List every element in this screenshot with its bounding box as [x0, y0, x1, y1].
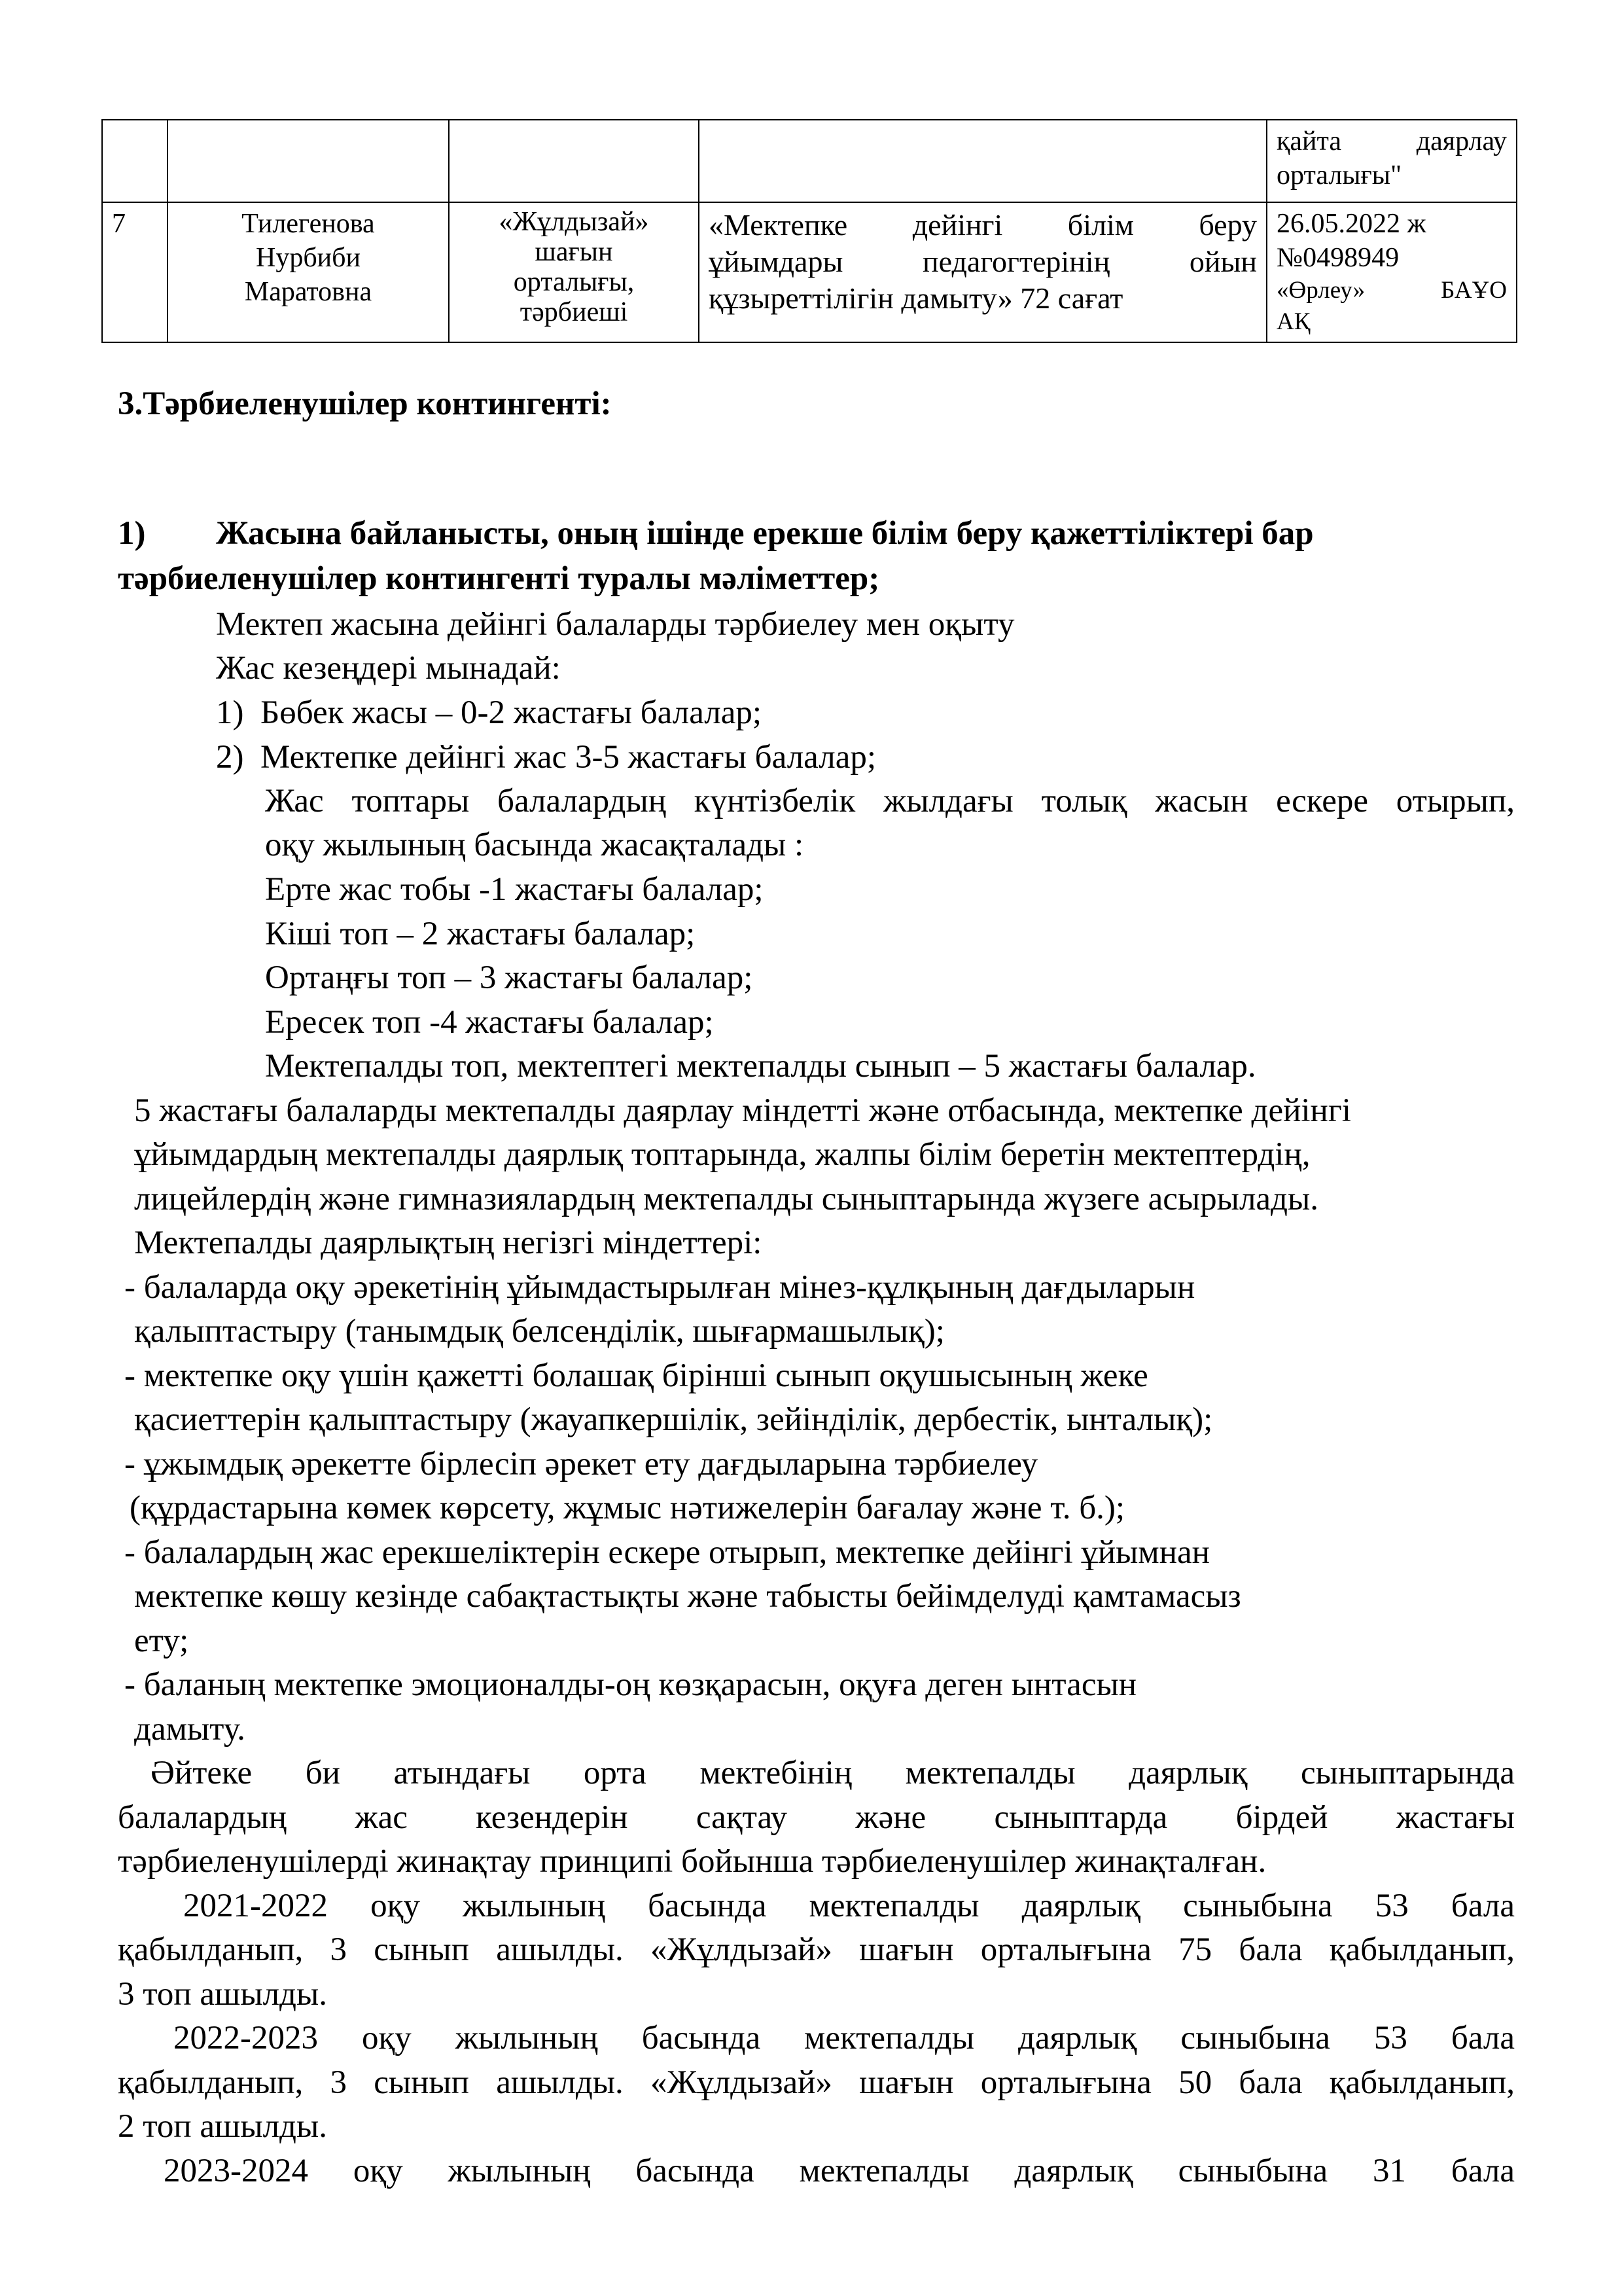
row-number: 7 — [102, 202, 168, 342]
text-line: Жас топтары балалардың күнтізбелік жылдағы толық жасын ескере отырып, — [265, 783, 1515, 819]
paragraph-line: 2 топ ашылды. — [118, 2108, 327, 2145]
text-line: Мектепалды даярлықтың негізгі міндеттері: — [134, 1225, 762, 1261]
course-line: «Мектепке дейінгі білім беру — [709, 208, 1257, 242]
text-line: Мектепалды топ, мектептегі мектепалды сынып – 5 жастағы балалар. — [265, 1048, 1256, 1085]
teacher-name-cell — [168, 202, 449, 342]
text-line: - ұжымдық әрекетте бірлесіп әрекет ету дағдыларына тәрбиелеу — [124, 1446, 1038, 1482]
text-line: дамыту. — [134, 1711, 245, 1748]
paragraph-line: 2023-2024 оқу жылының басында мектепалды даярлық сыныбына 31 бала — [164, 2153, 1515, 2189]
text-line: Жас кезеңдері мынадай: — [216, 650, 561, 687]
paragraph-line: балалардың жас кезендерін сақтау және сыныптарда бірдей жастағы — [118, 1799, 1515, 1836]
text-line: (құрдастарына көмек көрсету, жұмыс нәтижелерін бағалау және т. б.); — [130, 1490, 1125, 1526]
table-cell — [699, 120, 1267, 202]
teacher-patronymic: Маратовна — [244, 277, 372, 307]
teacher-surname: Тилегенова — [241, 209, 375, 239]
paragraph-line: 2022-2023 оқу жылының басында мектепалды даярлық сыныбына 53 бала — [173, 2020, 1515, 2056]
subsection-title-line1: Жасына байланысты, оның ішінде ерекше білім беру қажеттіліктері бар — [216, 515, 1314, 552]
certificate-number: №0498949 — [1277, 243, 1400, 273]
text-line: Мектеп жасына дейінгі балаларды тәрбиелеу мен оқыту — [216, 606, 1015, 643]
position-line: шағын — [535, 237, 613, 267]
position-line: «Жұлдызай» — [499, 207, 649, 237]
paragraph-line: қабылданып, 3 сынып ашылды. «Жұлдызай» шағын орталығына 75 бала қабылданып, — [118, 1931, 1515, 1968]
text-line: 5 жастағы балаларды мектепалды даярлау міндетті және отбасында, мектепке дейінгі — [134, 1092, 1351, 1129]
certificate-date: 26.05.2022 ж — [1277, 209, 1426, 239]
text-line: - балаларда оқу әрекетінің ұйымдастырылған мінез-құлқының дағдыларын — [124, 1269, 1195, 1306]
paragraph-line: тәрбиеленушілерді жинақтау принципі бойынша тәрбиеленушілер жинақталған. — [118, 1843, 1267, 1880]
list-item: 2) Мектепке дейінгі жас 3-5 жастағы балалар; — [216, 739, 876, 776]
table-cell — [449, 120, 699, 202]
subsection-number: 1) — [118, 515, 146, 552]
paragraph-line: 2021-2022 оқу жылының басында мектепалды даярлық сыныбына 53 бала — [183, 1888, 1515, 1924]
table-cell — [168, 120, 449, 202]
text-line: Ерте жас тобы -1 жастағы балалар; — [265, 871, 764, 908]
text-line: - балалардың жас ерекшеліктерін ескере отырып, мектепке дейінгі ұйымнан — [124, 1534, 1210, 1571]
table-cell — [102, 120, 168, 202]
text-line: Кіші топ – 2 жастағы балалар; — [265, 916, 696, 952]
course-line: ұйымдары педагогтерінің ойын — [709, 245, 1257, 278]
text-line: қасиеттерін қалыптастыру (жауапкершілік, зейінділік, дербестік, ынталық); — [134, 1401, 1213, 1438]
text-line: ету; — [134, 1623, 189, 1659]
list-item: 1) Бөбек жасы – 0-2 жастағы балалар; — [216, 694, 762, 731]
teacher-first-name: Нурбиби — [255, 243, 361, 273]
table-row — [102, 120, 1517, 202]
table-cell-org-tail: қайта даярлау орталығы" — [1267, 120, 1517, 202]
section-title: 3.Тәрбиеленушілер контингенті: — [118, 386, 612, 422]
course-line: құзыреттілігін дамыту» 72 сағат — [709, 281, 1123, 315]
position-line: тәрбиеші — [520, 297, 628, 327]
course-cell — [699, 202, 1267, 342]
position-line: орталығы, — [513, 267, 635, 297]
table-row — [102, 202, 1517, 342]
text-line: қалыптастыру (танымдық белсенділік, шығармашылық); — [134, 1313, 945, 1350]
certificate-issuer: «Өрлеу» БАҰО — [1277, 277, 1507, 304]
text-line: Ересек топ -4 жастағы балалар; — [265, 1004, 714, 1041]
staff-table — [101, 119, 1517, 343]
paragraph-line: 3 топ ашылды. — [118, 1976, 327, 2013]
text-line: лицейлердің және гимназиялардың мектепалды сыныптарында жүзеге асырылады. — [134, 1181, 1319, 1217]
text-line: - мектепке оқу үшін қажетті болашақ бірінші сынып оқушысының жеке — [124, 1357, 1148, 1394]
text-line: оқу жылының басында жасақталады : — [265, 827, 804, 863]
position-cell — [449, 202, 699, 342]
certificate-issuer-tail: АҚ — [1277, 308, 1311, 335]
text-line: ұйымдардың мектепалды даярлық топтарында, жалпы білім беретін мектептердің, — [134, 1136, 1311, 1173]
text-line: - баланың мектепке эмоционалды-оң көзқарасын, оқуға деген ынтасын — [124, 1666, 1137, 1703]
text-line: Ортаңғы топ – 3 жастағы балалар; — [265, 960, 753, 996]
subsection-title-line2: тәрбиеленушілер контингенті туралы мәліметтер; — [118, 560, 880, 597]
certificate-cell — [1267, 202, 1517, 342]
text-line: мектепке көшу кезінде сабақтастықты және табысты бейімделуді қамтамасыз — [134, 1578, 1241, 1615]
paragraph-line: қабылданып, 3 сынып ашылды. «Жұлдызай» шағын орталығына 50 бала қабылданып, — [118, 2064, 1515, 2101]
paragraph-line: Әйтеке би атындағы орта мектебінің мектепалды даярлық сыныптарында — [150, 1755, 1515, 1791]
